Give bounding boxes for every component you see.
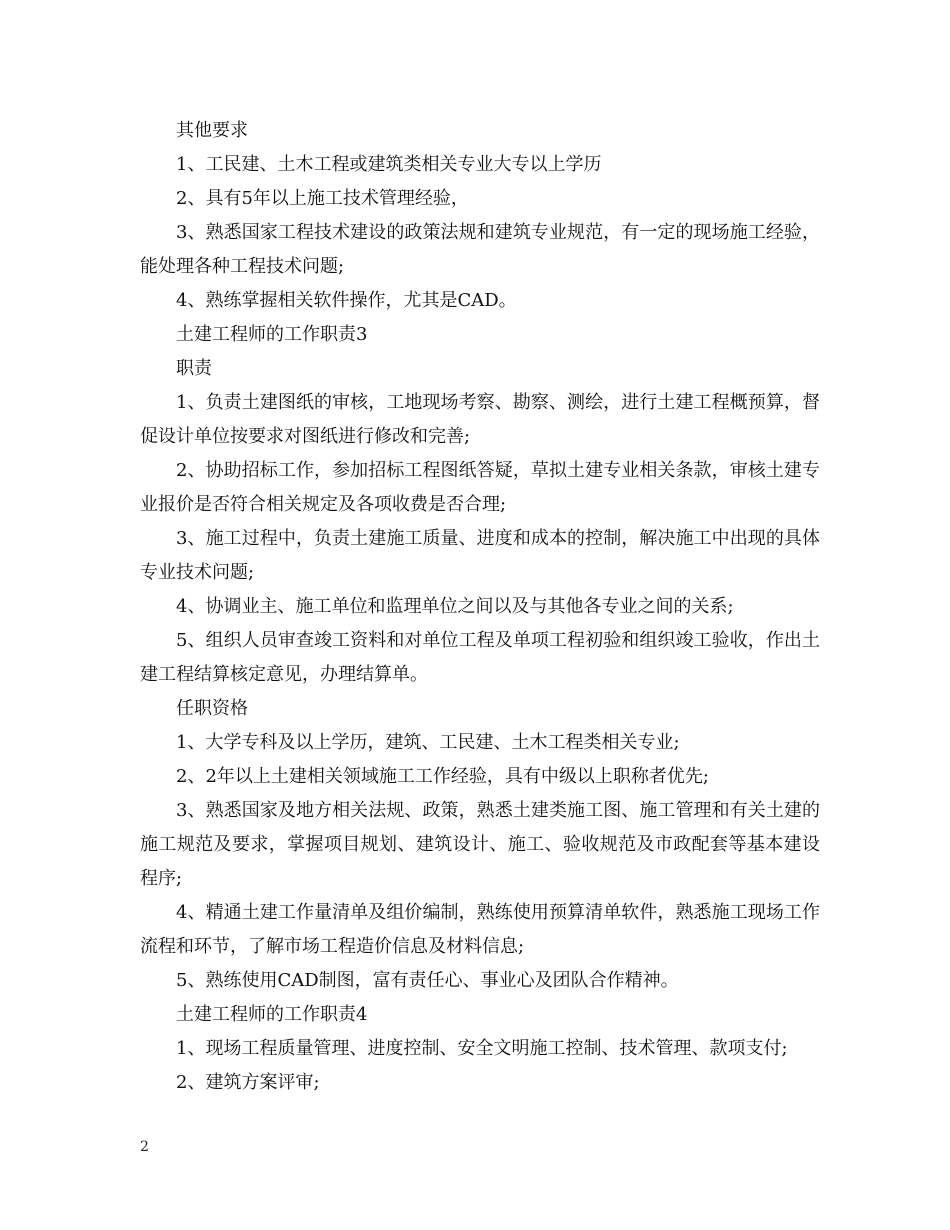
page-number: 2 <box>140 1139 149 1155</box>
list-item: 1、负责土建图纸的审核，工地现场考察、勘察、测绘，进行土建工程概预算，督促设计单位按要求对图纸进行修改和完善; <box>140 392 820 447</box>
list-item: 1、工民建、土木工程或建筑类相关专业大专以上学历 <box>176 154 602 175</box>
heading-other-requirements: 其他要求 <box>176 120 248 141</box>
list-item: 3、熟悉国家及地方相关法规、政策，熟悉土建类施工图、施工管理和有关土建的施工规范及要求，掌握项目规划、建筑设计、施工、验收规范及市政配套等基本建设程序; <box>140 800 820 889</box>
list-item: 2、建筑方案评审; <box>176 1072 320 1093</box>
section-title: 土建工程师的工作职责3 <box>176 324 368 345</box>
list-item: 3、施工过程中，负责土建施工质量、进度和成本的控制，解决施工中出现的具体专业技术问题; <box>140 528 820 583</box>
list-item: 1、大学专科及以上学历，建筑、工民建、土木工程类相关专业; <box>176 732 680 753</box>
list-item: 1、现场工程质量管理、进度控制、安全文明施工控制、技术管理、款项支付; <box>176 1038 788 1059</box>
list-item: 3、熟悉国家工程技术建设的政策法规和建筑专业规范，有一定的现场施工经验，能处理各种工程技术问题; <box>140 222 820 277</box>
section-title: 土建工程师的工作职责4 <box>176 1004 368 1025</box>
list-item: 4、精通土建工作量清单及组价编制，熟练使用预算清单软件，熟悉施工现场工作流程和环节，了解市场工程造价信息及材料信息; <box>140 902 820 957</box>
list-item: 2、2年以上土建相关领域施工工作经验，具有中级以上职称者优先; <box>176 766 709 787</box>
heading-duties: 职责 <box>176 358 212 379</box>
list-item: 2、协助招标工作，参加招标工程图纸答疑，草拟土建专业相关条款，审核土建专业报价是否符合相关规定及各项收费是否合理; <box>140 460 820 515</box>
document-body <box>140 114 820 1100</box>
list-item: 4、熟练掌握相关软件操作，尤其是CAD。 <box>176 290 517 311</box>
list-item: 5、熟练使用CAD制图，富有责任心、事业心及团队合作精神。 <box>176 970 679 991</box>
list-item: 4、协调业主、施工单位和监理单位之间以及与其他各专业之间的关系; <box>176 596 734 617</box>
list-item: 2、具有5年以上施工技术管理经验， <box>176 188 469 209</box>
list-item: 5、组织人员审查竣工资料和对单位工程及单项工程初验和组织竣工验收，作出土建工程结算核定意见，办理结算单。 <box>140 630 820 685</box>
heading-qualifications: 任职资格 <box>176 698 248 719</box>
